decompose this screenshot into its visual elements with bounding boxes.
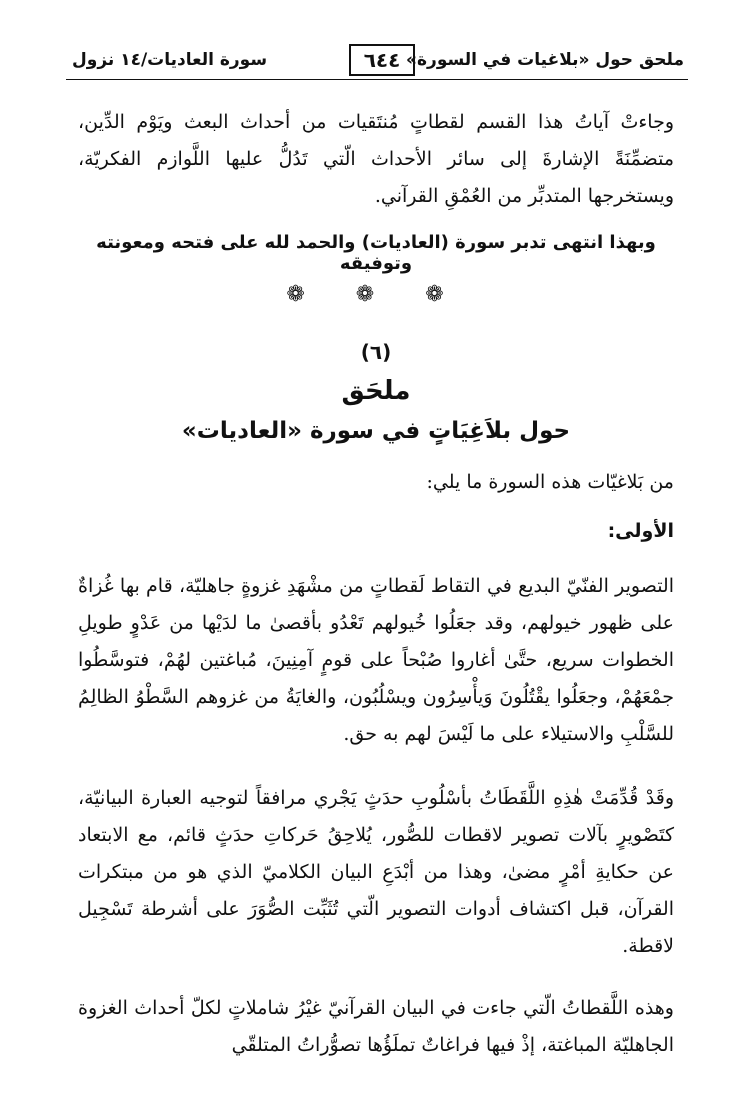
running-header (66, 44, 688, 84)
paragraph-2 (78, 780, 674, 965)
header-rule (66, 79, 688, 80)
header-chapter-title: ملحق حول «بلاغيات في السورة» (406, 50, 684, 70)
paragraph-1 (78, 568, 674, 753)
intro-line-text: من بَلاغيّات هذه السورة ما يلي: (426, 471, 674, 493)
appendix-title: ملحَق (341, 376, 411, 406)
intro-line (78, 464, 674, 501)
appendix-number: (٦) (360, 340, 392, 364)
header-surah-title: سورة العاديات/١٤ نزول (72, 50, 268, 70)
paragraph-1-text: التصوير الفنّيّ البديع في التقاط لَقطاتٍ من مشْهَدِ غزوةٍ جاهليّة، قام بها غُزاةٌ على ظهور خيولهم، وقد جعَلُوا خُيولهم تَعْدُو بأقصىٰ ما لدَيْها من عَدْوٍ طويلِ الخطوات سريع، حتَّىٰ أغاروا صُبْحاً على قومٍ آمِنِينَ، مُباغتين لهُمْ، فتوسَّطُوا جمْعَهُمْ، وجعَلُوا يقْتُلُونَ وَيأْسِرُون ويسْلُبُون، والغايَةُ من غزوهم السَّطْوُ الظالِمُ للسَّلْبِ والاستيلاء على ما لَيْسَ لهم به حق. (78, 575, 674, 745)
page-number: ٦٤٤ (349, 44, 415, 76)
intro-paragraph-text: وجاءتْ آياتُ هذا القسم لقطاتٍ مُنتَقيات من أحداث البعث ويَوْم الدِّين، متضمِّنَةً الإشارةَ إلى سائر الأحداث الّتي تَدُلُّ عليها اللَّوازم الفكريّة، ويستخرجها المتدبِّر من العُمْقِ القرآني. (78, 111, 674, 207)
closing-line: وبهذا انتهى تدبر سورة (العاديات) والحمد لله على فتحه ومعونته وتوفيقه (96, 232, 656, 274)
intro-paragraph (78, 104, 674, 215)
section-heading-first: الأولى: (607, 520, 674, 542)
paragraph-3 (78, 990, 674, 1064)
paragraph-2-text: وقَدْ قُدِّمَتْ هٰذِهِ اللَّقَطَاتُ بأسْلُوبِ حدَثٍ يَجْري مرافقاً لتوجيه العبارة البيانيّة، كتَصْويرٍ بآلات تصوير لاقطات للصُّور، يُلاحِقُ حَركاتِ حدَثٍ قائم، مع الابتعاد عن حكايةِ أمْرٍ مضىٰ، وهذا من أبْدَعِ البيان الكلاميّ الذي هو من مبتكرات القرآن، قبل اكتشاف أدوات التصوير الّتي تُثَبِّت الصُّوَرَ على أشرطة تَسْجِيل لاقطة. (78, 787, 674, 957)
paragraph-3-text: وهذه اللَّقطاتُ الّتي جاءت في البيان القرآنيّ غيْرُ شاملاتٍ لكلّ أحداث الغزوة الجاهليّة المباغتة، إذْ فيها فراغاتٌ تملَؤُها تصوُّراتُ المتلقّي (78, 997, 674, 1056)
appendix-subtitle: حول بلاَغِيَاتٍ في سورة «العاديات» (181, 418, 571, 444)
ornament-divider: ❁ ❁ ❁ (286, 282, 466, 307)
